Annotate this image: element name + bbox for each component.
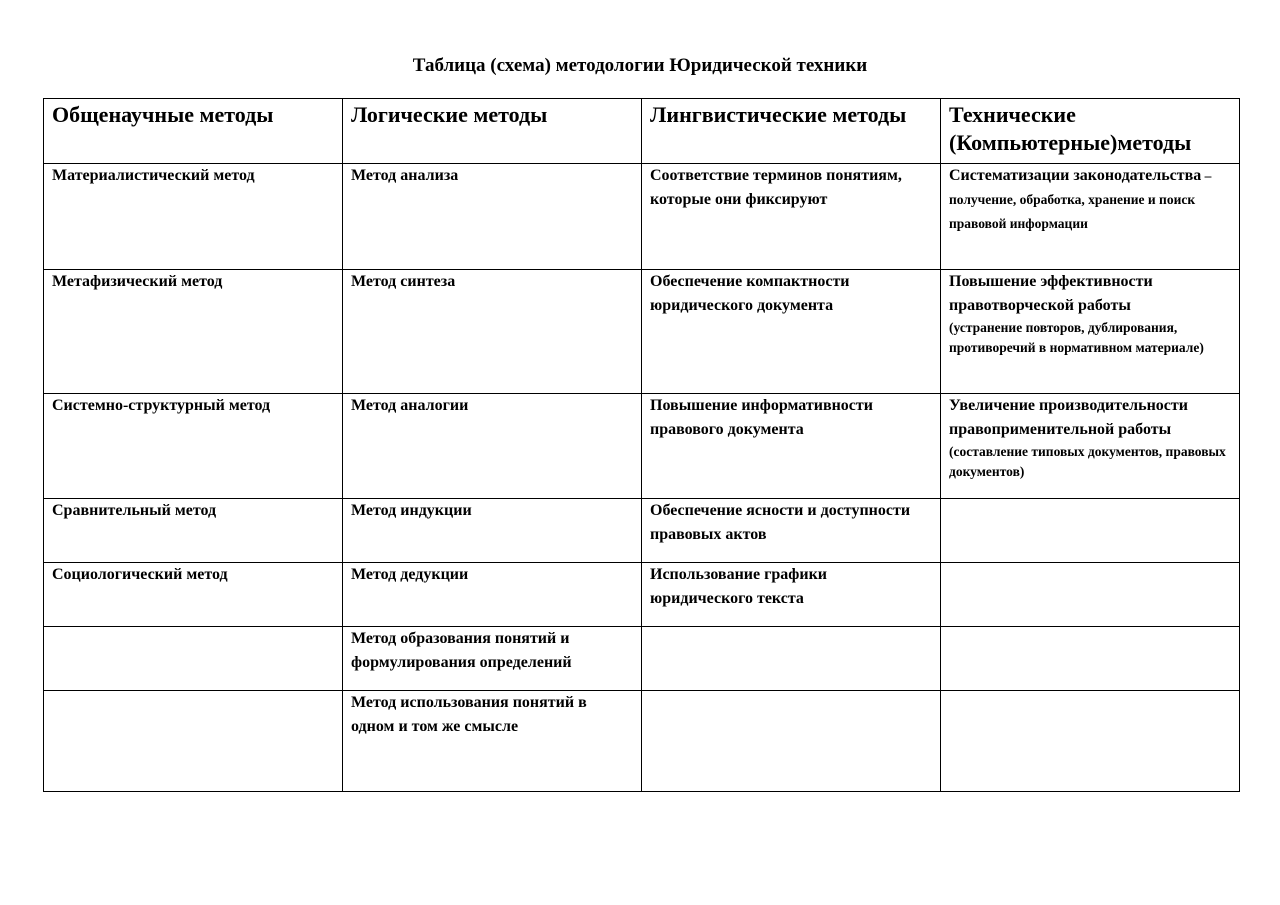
cell-technical-main: Повышение эффективности правотворческой работы <box>949 273 1153 314</box>
page-title: Таблица (схема) методологии Юридической техники <box>412 55 868 76</box>
cell-general: Материалистический метод <box>44 164 343 270</box>
cell-technical <box>941 394 1240 499</box>
cell-linguistic <box>642 627 941 691</box>
cell-general: Системно-структурный метод <box>44 394 343 499</box>
cell-linguistic: Использование графики юридического текста <box>642 563 941 627</box>
table-header-row <box>44 99 1240 164</box>
cell-technical-note: (устранение повторов, дублирования, противоречий в нормативном материале) <box>949 320 1204 355</box>
cell-linguistic: Соответствие терминов понятиям, которые они фиксируют <box>642 164 941 270</box>
header-logical-methods: Логические методы <box>343 99 642 164</box>
table-row <box>44 691 1240 792</box>
cell-logical: Метод аналогии <box>343 394 642 499</box>
table-row <box>44 499 1240 563</box>
cell-logical: Метод анализа <box>343 164 642 270</box>
cell-logical: Метод использования понятий в одном и том же смысле <box>343 691 642 792</box>
cell-linguistic: Обеспечение ясности и доступности правовых актов <box>642 499 941 563</box>
table-row <box>44 270 1240 394</box>
cell-logical: Метод синтеза <box>343 270 642 394</box>
cell-technical <box>941 270 1240 394</box>
cell-technical-main: Увеличение производительности правоприменительной работы <box>949 397 1188 438</box>
cell-technical <box>941 691 1240 792</box>
methodology-table <box>43 98 1240 792</box>
header-general-methods: Общенаучные методы <box>44 99 343 164</box>
cell-technical <box>941 627 1240 691</box>
table-row <box>44 563 1240 627</box>
cell-technical-note: – получение, обработка, хранение и поиск правовой информации <box>949 168 1212 231</box>
cell-general <box>44 691 343 792</box>
cell-technical <box>941 499 1240 563</box>
cell-linguistic: Обеспечение компактности юридического документа <box>642 270 941 394</box>
table-row <box>44 627 1240 691</box>
cell-general: Метафизический метод <box>44 270 343 394</box>
cell-logical: Метод дедукции <box>343 563 642 627</box>
cell-logical: Метод индукции <box>343 499 642 563</box>
header-linguistic-methods: Лингвистические методы <box>642 99 941 164</box>
cell-general: Сравнительный метод <box>44 499 343 563</box>
header-technical-methods: Технические (Компьютерные)методы <box>941 99 1240 164</box>
table-row <box>44 164 1240 270</box>
cell-technical <box>941 563 1240 627</box>
cell-logical: Метод образования понятий и формулирования определений <box>343 627 642 691</box>
table-row <box>44 394 1240 499</box>
cell-general: Социологический метод <box>44 563 343 627</box>
cell-technical <box>941 164 1240 270</box>
cell-technical-main: Систематизации законодательства <box>949 167 1202 184</box>
cell-technical-note: (составление типовых документов, правовых документов) <box>949 444 1226 479</box>
cell-linguistic: Повышение информативности правового документа <box>642 394 941 499</box>
cell-general <box>44 627 343 691</box>
cell-linguistic <box>642 691 941 792</box>
